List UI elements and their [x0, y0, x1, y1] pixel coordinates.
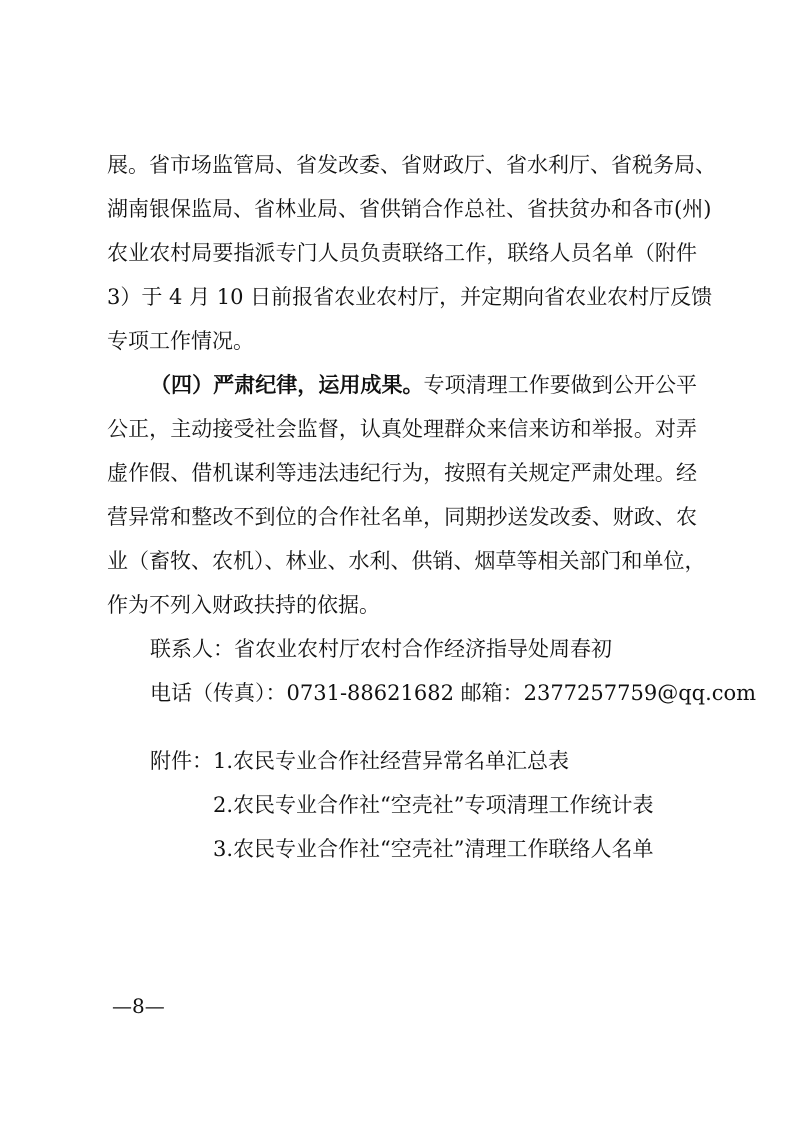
- paragraph-2-line-5: 业（畜牧、农机）、林业、水利、供销、烟草等相关部门和单位，: [107, 549, 706, 573]
- section-heading: （四）严肃纪律，运用成果。: [150, 372, 424, 397]
- paragraph-1-line-4: 3）于 4 月 10 日前报省农业农村厅，并定期向省农业农村厅反馈: [107, 285, 713, 309]
- paragraph-1-line-3: 农业农村局要指派专门人员负责联络工作，联络人员名单（附件: [107, 241, 697, 265]
- paragraph-2-line-2: 公正，主动接受社会监督，认真处理群众来信来访和举报。对弄: [107, 417, 697, 441]
- contact-person: 联系人：省农业农村厅农村合作经济指导处周春初: [150, 637, 612, 661]
- attachments-label: 附件：: [150, 749, 213, 773]
- paragraph-1-line-5: 专项工作情况。: [107, 329, 254, 353]
- attachment-item-1: 1.农民专业合作社经营异常名单汇总表: [213, 749, 570, 773]
- attachment-item-3: 3.农民专业合作社“空壳社”清理工作联络人名单: [213, 837, 654, 861]
- paragraph-2-line-6: 作为不列入财政扶持的依据。: [107, 593, 380, 617]
- paragraph-2-line-1: [150, 370, 697, 400]
- contact-phone-email: 电话（传真）：0731-88621682 邮箱：2377257759@qq.com: [150, 681, 757, 705]
- page-number: —8—: [112, 994, 165, 1018]
- attachment-item-2: 2.农民专业合作社“空壳社”专项清理工作统计表: [213, 793, 654, 817]
- paragraph-2-line-4: 营异常和整改不到位的合作社名单，同期抄送发改委、财政、农: [107, 505, 697, 529]
- paragraph-1-line-1: 展。省市场监管局、省发改委、省财政厅、省水利厅、省税务局、: [107, 153, 716, 177]
- paragraph-2-line-3: 虚作假、借机谋利等违法违纪行为，按照有关规定严肃处理。经: [107, 461, 697, 485]
- paragraph-2-line-1-text: 专项清理工作要做到公开公平: [423, 373, 698, 397]
- paragraph-1-line-2: 湖南银保监局、省林业局、省供销合作总社、省扶贫办和各市(州): [107, 197, 712, 221]
